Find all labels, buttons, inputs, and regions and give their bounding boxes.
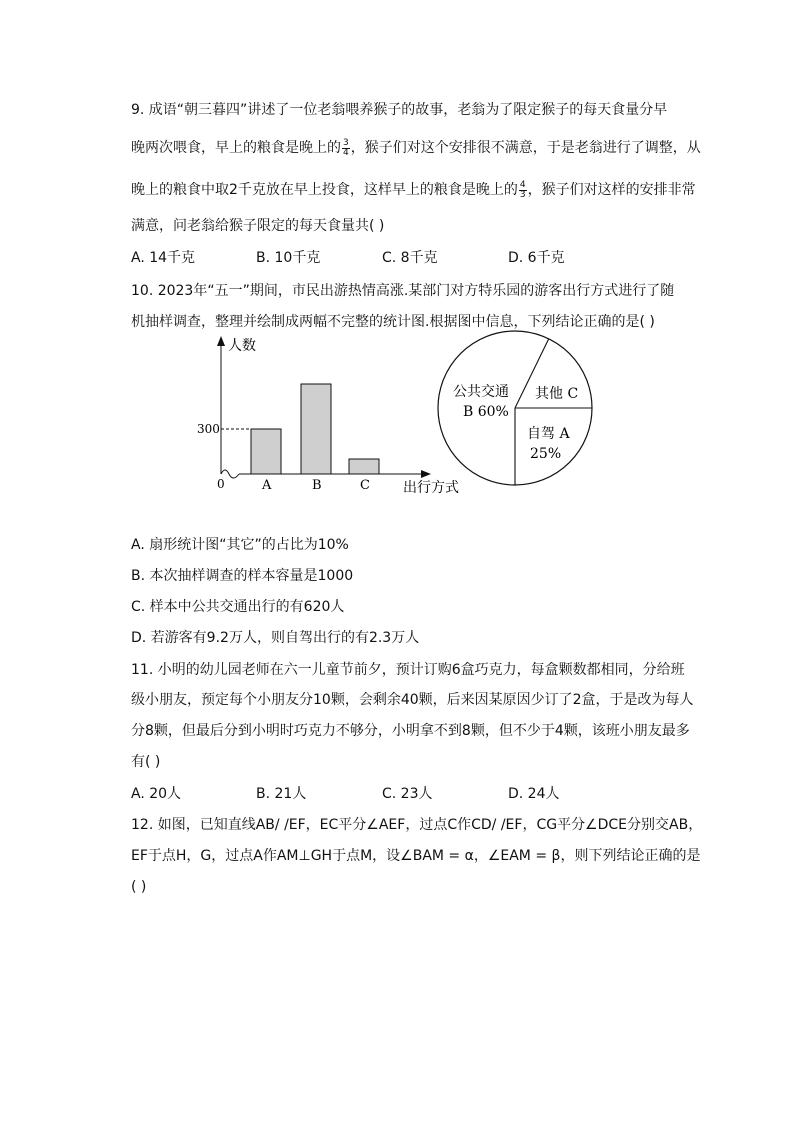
q10-option-c[interactable]: C. 样本中公共交通出行的有620人	[131, 599, 345, 615]
q11-option-d[interactable]: D. 24人	[508, 786, 560, 802]
q9-line-2a: 晚两次喂食，早上的粮食是晚上的	[131, 140, 341, 156]
q9-option-a[interactable]: A. 14千克	[131, 250, 196, 266]
q9-option-d[interactable]: D. 6千克	[508, 250, 565, 266]
fraction-3-4: $\frac{3}{4}$	[343, 137, 349, 158]
pie-label-public-transit-pct: B 60%	[463, 404, 509, 420]
bar-chart	[195, 334, 475, 504]
x-axis-arrow	[421, 470, 431, 478]
pie-chart	[435, 328, 595, 488]
q9-line-3b: ，猴子们对这样的安排非常	[527, 182, 696, 198]
q11-line-3: 分8颗，但最后分到小明时巧克力不够分，小明拿不到8颗，但不少于4颗，该班小朋友最多	[131, 723, 690, 739]
q9-option-b[interactable]: B. 10千克	[256, 250, 321, 266]
q12-line-3: ( )	[131, 879, 147, 895]
q9-line-3	[131, 180, 696, 200]
q11-line-4: 有( )	[131, 754, 161, 770]
q11-line-1: 11. 小明的幼儿园老师在六一儿童节前夕，预计订购6盒巧克力，每盒颗数都相同，分给班	[131, 662, 685, 678]
q12-line-2: EF于点H，G，过点A作AM⊥GH于点M，设∠BAM = α，∠EAM = β，则下列结论正确的是	[131, 848, 701, 864]
x-tick-C: C	[360, 478, 370, 493]
q12-line-1: 12. 如图，已知直线AB/ /EF，EC平分∠AEF，过点C作CD/ /EF，CG平分∠DCE分别交AB，	[131, 817, 703, 833]
q9-line-4: 满意，问老翁给猴子限定的每天食量共( )	[131, 218, 385, 234]
y-axis-arrow	[217, 336, 225, 346]
pie-label-self-drive: 自驾 A	[527, 426, 570, 442]
q9-line-1: 9. 成语“朝三暮四”讲述了一位老翁喂养猴子的故事，老翁为了限定猴子的每天食量分早	[131, 102, 668, 118]
q10-option-a[interactable]: A. 扇形统计图“其它”的占比为10%	[131, 537, 349, 553]
q10-option-d[interactable]: D. 若游客有9.2万人，则自驾出行的有2.3万人	[131, 630, 420, 646]
y-tick-300: 300	[197, 422, 220, 436]
x-tick-B: B	[312, 478, 322, 493]
q11-option-a[interactable]: A. 20人	[131, 786, 182, 802]
q9-option-c[interactable]: C. 8千克	[382, 250, 438, 266]
q10-option-b[interactable]: B. 本次抽样调查的样本容量是1000	[131, 568, 354, 584]
pie-label-public-transit: 公共交通	[453, 384, 509, 400]
bar-A	[251, 429, 281, 474]
y-axis-label: 人数	[228, 338, 256, 354]
q10-line-2: 机抽样调查，整理并绘制成两幅不完整的统计图.根据图中信息，下列结论正确的是( )	[131, 314, 655, 330]
q9-line-2	[131, 138, 701, 158]
q9-line-2b: ，猴子们对这个安排很不满意，于是老翁进行了调整，从	[350, 140, 701, 156]
bar-C	[349, 459, 379, 474]
bar-B	[301, 384, 331, 474]
pie-label-self-drive-pct: 25%	[530, 446, 562, 462]
q11-option-c[interactable]: C. 23人	[382, 786, 433, 802]
q10-line-1: 10. 2023年“五一”期间，市民出游热情高涨.某部门对方特乐园的游客出行方式进行了随	[131, 283, 675, 299]
q9-line-3a: 晚上的粮食中取2千克放在早上投食，这样早上的粮食是晚上的	[131, 182, 518, 198]
pie-label-other: 其他 C	[535, 386, 579, 402]
fraction-4-3: $\frac{4}{3}$	[519, 179, 526, 200]
q11-line-2: 级小朋友，预定每个小朋友分10颗，会剩余40颗，后来因某原因少订了2盒，于是改为每人	[131, 692, 694, 708]
x-axis-label: 出行方式	[403, 480, 459, 496]
q11-option-b[interactable]: B. 21人	[256, 786, 307, 802]
x-tick-A: A	[262, 478, 272, 493]
y-tick-zero: 0	[217, 477, 225, 491]
